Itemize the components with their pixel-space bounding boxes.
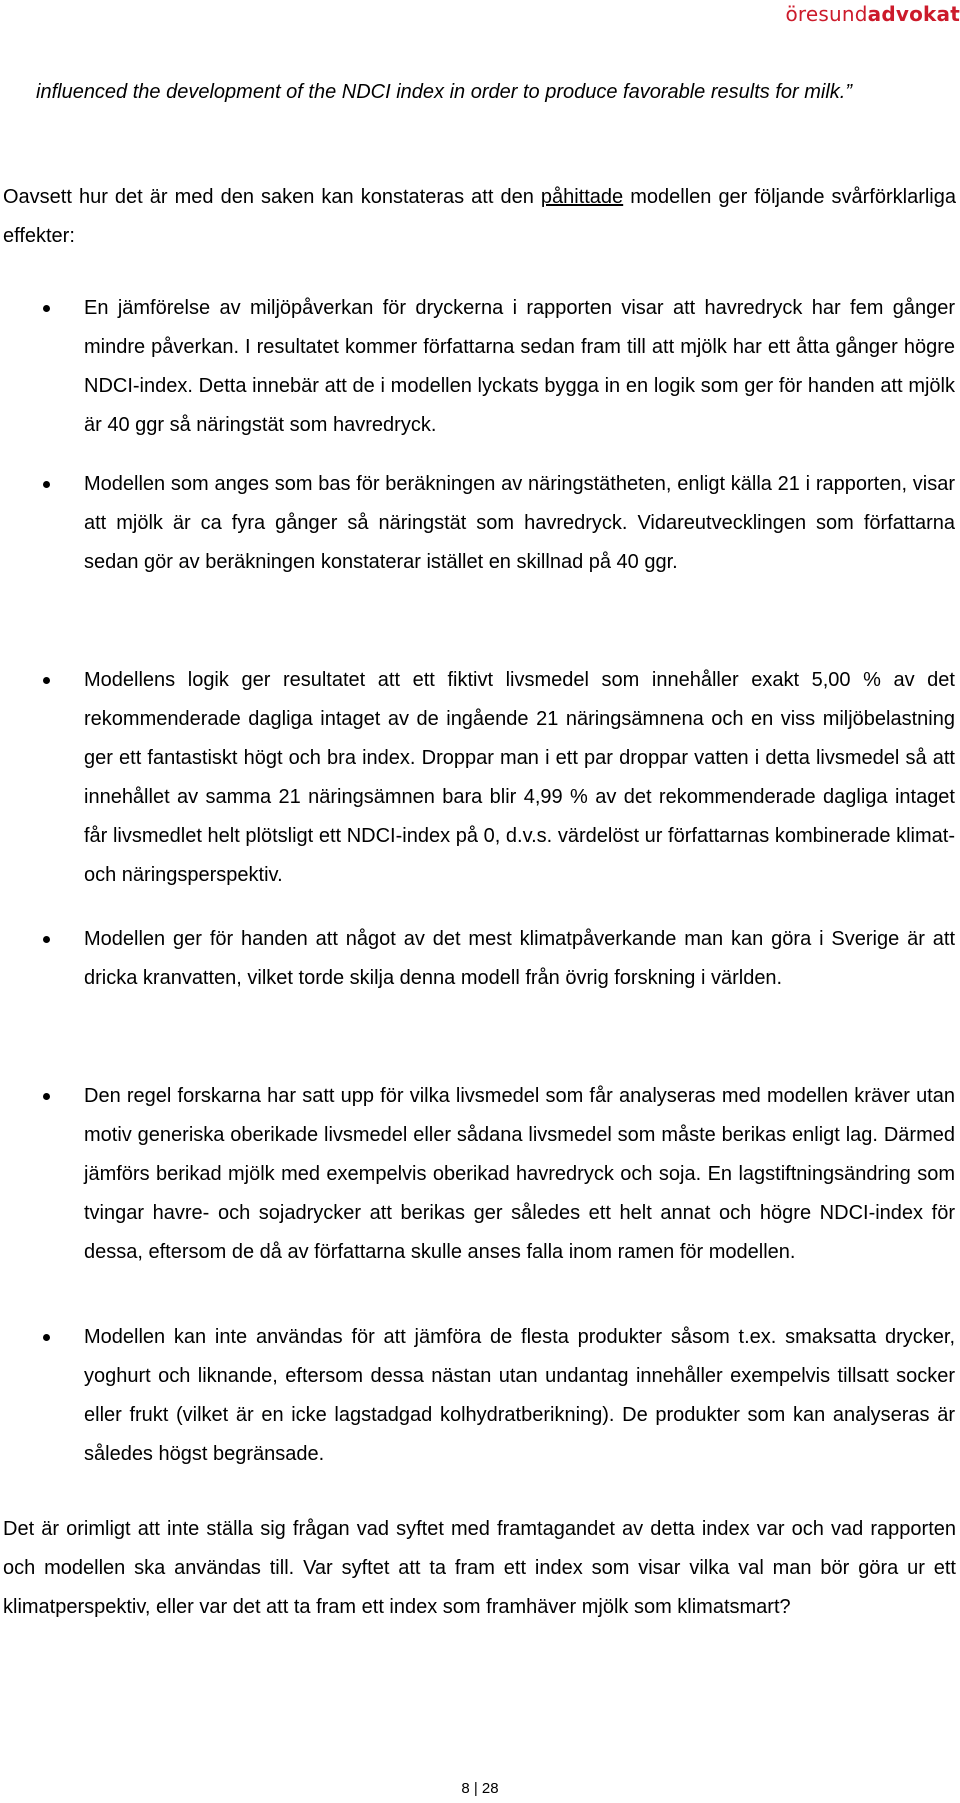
- list-item-text: Den regel forskarna har satt upp för vilka livsmedel som får analyseras med modellen kräver utan motiv generiska oberikade livsmedel eller sådana livsmedel som måste berikas enligt lag. Därmed jämförs berikad mjölk med exempelvis oberikad havredryck och soja. En lagstiftningsändring som tvingar havre- och sojadrycker att berikas ger således ett helt annat och högre NDCI-index för dessa, eftersom de då av författarna skulle anses falla inom ramen för modellen.: [84, 1085, 955, 1263]
- list-item: [84, 465, 955, 582]
- intro-text-end: modellen ger följande svårförklarliga effekter:: [3, 186, 956, 247]
- list-item-text: Modellen som anges som bas för beräkningen av näringstätheten, enligt källa 21 i rapporten, visar att mjölk är ca fyra gånger så näringstät som havredryck. Vidareutvecklingen som författarna sedan gör av beräkningen konstaterar istället en skillnad på 40 ggr.: [84, 473, 955, 573]
- bullet-dot-icon: [43, 936, 50, 943]
- list-item-text: Modellen kan inte användas för att jämföra de flesta produkter såsom t.ex. smaksatta drycker, yoghurt och liknande, eftersom dessa nästan utan undantag innehåller exempelvis tillsatt socker eller frukt (vilket är en icke lagstadgad kolhydratberikning). De produkter som kan analyseras är således högst begränsade.: [84, 1326, 955, 1465]
- list-item-text: Modellen ger för handen att något av det mest klimatpåverkande man kan göra i Sverige är att dricka kranvatten, vilket torde skilja denna modell från övrig forskning i världen.: [84, 928, 955, 989]
- bullet-dot-icon: [43, 1093, 50, 1100]
- logo-text-advokat: advokat: [867, 2, 960, 26]
- list-item: [84, 289, 955, 445]
- bullet-dot-icon: [43, 677, 50, 684]
- bullet-dot-icon: [43, 305, 50, 312]
- logo-text-oresund: öresund: [785, 2, 868, 26]
- list-item: [84, 920, 955, 998]
- page-number: 8 | 28: [461, 1780, 499, 1797]
- list-item: [84, 1318, 955, 1474]
- intro-paragraph: [3, 178, 956, 256]
- list-item: [84, 661, 955, 895]
- quote-ending-paragraph: influenced the development of the NDCI index in order to produce favorable results for milk.”: [36, 81, 852, 103]
- company-logo: [785, 2, 960, 26]
- list-item: [84, 1077, 955, 1272]
- bullet-dot-icon: [43, 1334, 50, 1341]
- intro-text-start: Oavsett hur det är med den saken kan konstateras att den: [3, 186, 541, 208]
- list-item-text: En jämförelse av miljöpåverkan för dryckerna i rapporten visar att havredryck har fem gånger mindre påverkan. I resultatet kommer författarna sedan fram till att mjölk har ett åtta gånger högre NDCI-index. Detta innebär att de i modellen lyckats bygga in en logik som ger för handen att mjölk är 40 ggr så näringstät som havredryck.: [84, 297, 955, 436]
- bullet-dot-icon: [43, 481, 50, 488]
- intro-underlined-word: påhittade: [540, 186, 624, 208]
- list-item-text: Modellens logik ger resultatet att ett fiktivt livsmedel som innehåller exakt 5,00 % av det rekommenderade dagliga intaget av de ingående 21 näringsämnena och en viss miljöbelastning ger ett fantastiskt högt och bra index. Droppar man i ett par droppar vatten i detta livsmedel så att innehållet av samma 21 näringsämnen bara blir 4,99 % av det rekommenderade dagliga intaget får livsmedlet helt plötsligt ett NDCI-index på 0, d.v.s. värdelöst ur författarnas kombinerade klimat- och näringsperspektiv.: [84, 669, 955, 886]
- closing-paragraph: Det är orimligt att inte ställa sig frågan vad syftet med framtagandet av detta index var och vad rapporten och modellen ska användas till. Var syftet att ta fram ett index som visar vilka val man bör göra ur ett klimatperspektiv, eller var det att ta fram ett index som framhäver mjölk som klimatsmart?: [3, 1518, 956, 1618]
